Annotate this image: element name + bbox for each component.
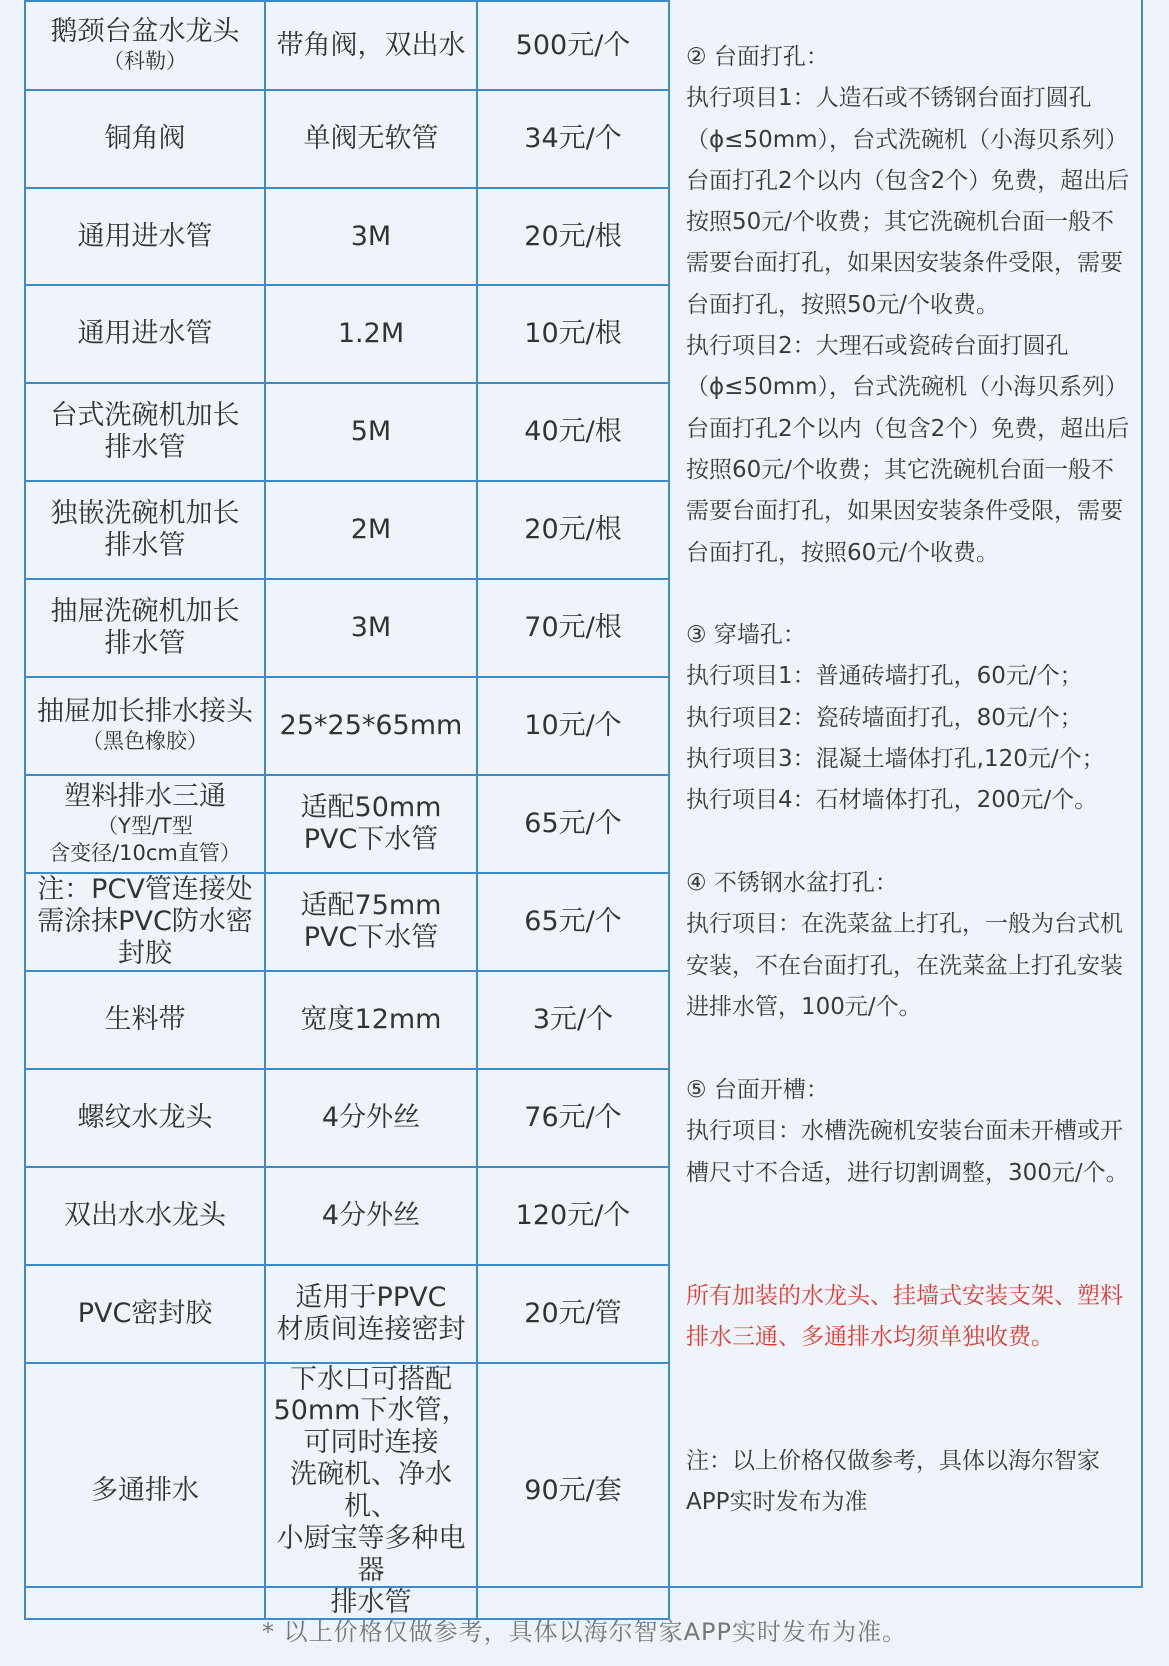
item-name: 铜角阀 (25, 90, 265, 188)
item-price: 10元/根 (477, 285, 669, 383)
item-price: 65元/个 (477, 775, 669, 873)
item-spec: 4分外丝 (265, 1069, 477, 1167)
item-name: 螺纹水龙头 (25, 1069, 265, 1167)
note-countertop-slotting: ⑤ 台面开槽： 执行项目：水槽洗碗机安装台面未开槽或开 槽尺寸不合适，进行切割调整，300元/个。 (686, 1077, 1129, 1186)
item-price: 20元/根 (477, 481, 669, 579)
table-row (25, 775, 669, 873)
notes-panel (668, 0, 1143, 1588)
item-price: 65元/个 (477, 873, 669, 971)
item-spec: 单阀无软管 (265, 90, 477, 188)
item-price: 76元/个 (477, 1069, 669, 1167)
item-price: 500元/个 (477, 1, 669, 90)
item-spec: 宽度12mm (265, 971, 477, 1069)
item-price: 120元/个 (477, 1167, 669, 1265)
item-price: 34元/个 (477, 90, 669, 188)
item-price: 70元/根 (477, 579, 669, 677)
table-row (25, 1363, 669, 1620)
item-name: 抽屉加长排水接头 （黑色橡胶） (25, 677, 265, 775)
extra-charge-notice: 所有加装的水龙头、挂墙式安装支架、塑料 排水三通、多通排水均须单独收费。 (686, 1283, 1123, 1351)
table-row (25, 1069, 669, 1167)
item-name: 注：PCV管连接处 需涂抹PVC防水密封胶 (25, 873, 265, 971)
item-spec: 2M (265, 481, 477, 579)
note-sink-drilling: ④ 不锈钢水盆打孔： 执行项目：在洗菜盆上打孔，一般为台式机 安装，不在台面打孔，在洗菜盆上打孔安装 进排水管，100元/个。 (686, 870, 1123, 1020)
price-disclaimer: 注：以上价格仅做参考，具体以海尔智家 APP实时发布为准 (686, 1448, 1100, 1516)
price-table (24, 0, 670, 1620)
item-spec: 25*25*65mm (265, 677, 477, 775)
item-name: 生料带 (25, 971, 265, 1069)
table-row (25, 579, 669, 677)
item-name: PVC密封胶 (25, 1265, 265, 1363)
item-name: 鹅颈台盆水龙头 （科勒） (25, 1, 265, 90)
item-name: 独嵌洗碗机加长 排水管 (25, 481, 265, 579)
item-name: 塑料排水三通 （Y型/T型 含变径/10cm直管） (25, 775, 265, 873)
footer-disclaimer: * 以上价格仅做参考，具体以海尔智家APP实时发布为准。 (262, 1618, 907, 1646)
item-name: 多通排水 (25, 1363, 265, 1620)
table-row (25, 971, 669, 1069)
item-price: 90元/套 (477, 1363, 669, 1620)
table-row (25, 1, 669, 90)
item-spec: 3M (265, 579, 477, 677)
item-name: 双出水水龙头 (25, 1167, 265, 1265)
item-price: 20元/管 (477, 1265, 669, 1363)
item-price: 3元/个 (477, 971, 669, 1069)
table-row (25, 90, 669, 188)
item-spec: 4分外丝 (265, 1167, 477, 1265)
note-wall-drilling: ③ 穿墙孔： 执行项目1：普通砖墙打孔，60元/个； 执行项目2：瓷砖墙面打孔，80元/个； 执行项目3：混凝土墙体打孔,120元/个； 执行项目4：石材墙体打孔，200元/个。 (686, 622, 1105, 814)
item-price: 10元/个 (477, 677, 669, 775)
item-name: 台式洗碗机加长 排水管 (25, 383, 265, 481)
item-spec: 5M (265, 383, 477, 481)
item-name: 通用进水管 (25, 188, 265, 285)
item-price: 20元/根 (477, 188, 669, 285)
item-spec: 3M (265, 188, 477, 285)
item-spec: 1.2M (265, 285, 477, 383)
table-row (25, 1167, 669, 1265)
table-row (25, 873, 669, 971)
item-spec: 适配50mm PVC下水管 (265, 775, 477, 873)
table-row (25, 383, 669, 481)
note-countertop-drilling: ② 台面打孔： 执行项目1：人造石或不锈钢台面打圆孔 （ϕ≤50mm），台式洗碗机（小海贝系列） 台面打孔2个以内（包含2个）免费，超出后 按照50元/个收费；其它洗碗机台面一般不 需要台面打孔，如果因安装条件受限，需要 台面打孔，按照50元/个收费。 执行项目2：大理石或瓷砖台面打圆孔 （ϕ≤50mm），台式洗碗机（小海贝系列） 台面打孔2个以内（包含2个）免费，超出后 按照60元/个收费；其它洗碗机台面一般不 需要台面打孔，如果因安装条件受限，需要 台面打孔，按照60元/个收费。 (686, 44, 1130, 566)
item-spec: 适配75mm PVC下水管 (265, 873, 477, 971)
item-name: 抽屉洗碗机加长 排水管 (25, 579, 265, 677)
item-name: 通用进水管 (25, 285, 265, 383)
table-row (25, 481, 669, 579)
item-price: 40元/根 (477, 383, 669, 481)
item-spec: 带角阀，双出水 (265, 1, 477, 90)
table-row (25, 188, 669, 285)
table-row (25, 285, 669, 383)
table-row (25, 677, 669, 775)
item-spec: 下水口可搭配 50mm下水管， 可同时连接 洗碗机、净水机、 小厨宝等多种电器 排水管 (265, 1363, 477, 1620)
table-row (25, 1265, 669, 1363)
item-spec: 适用于PPVC 材质间连接密封 (265, 1265, 477, 1363)
